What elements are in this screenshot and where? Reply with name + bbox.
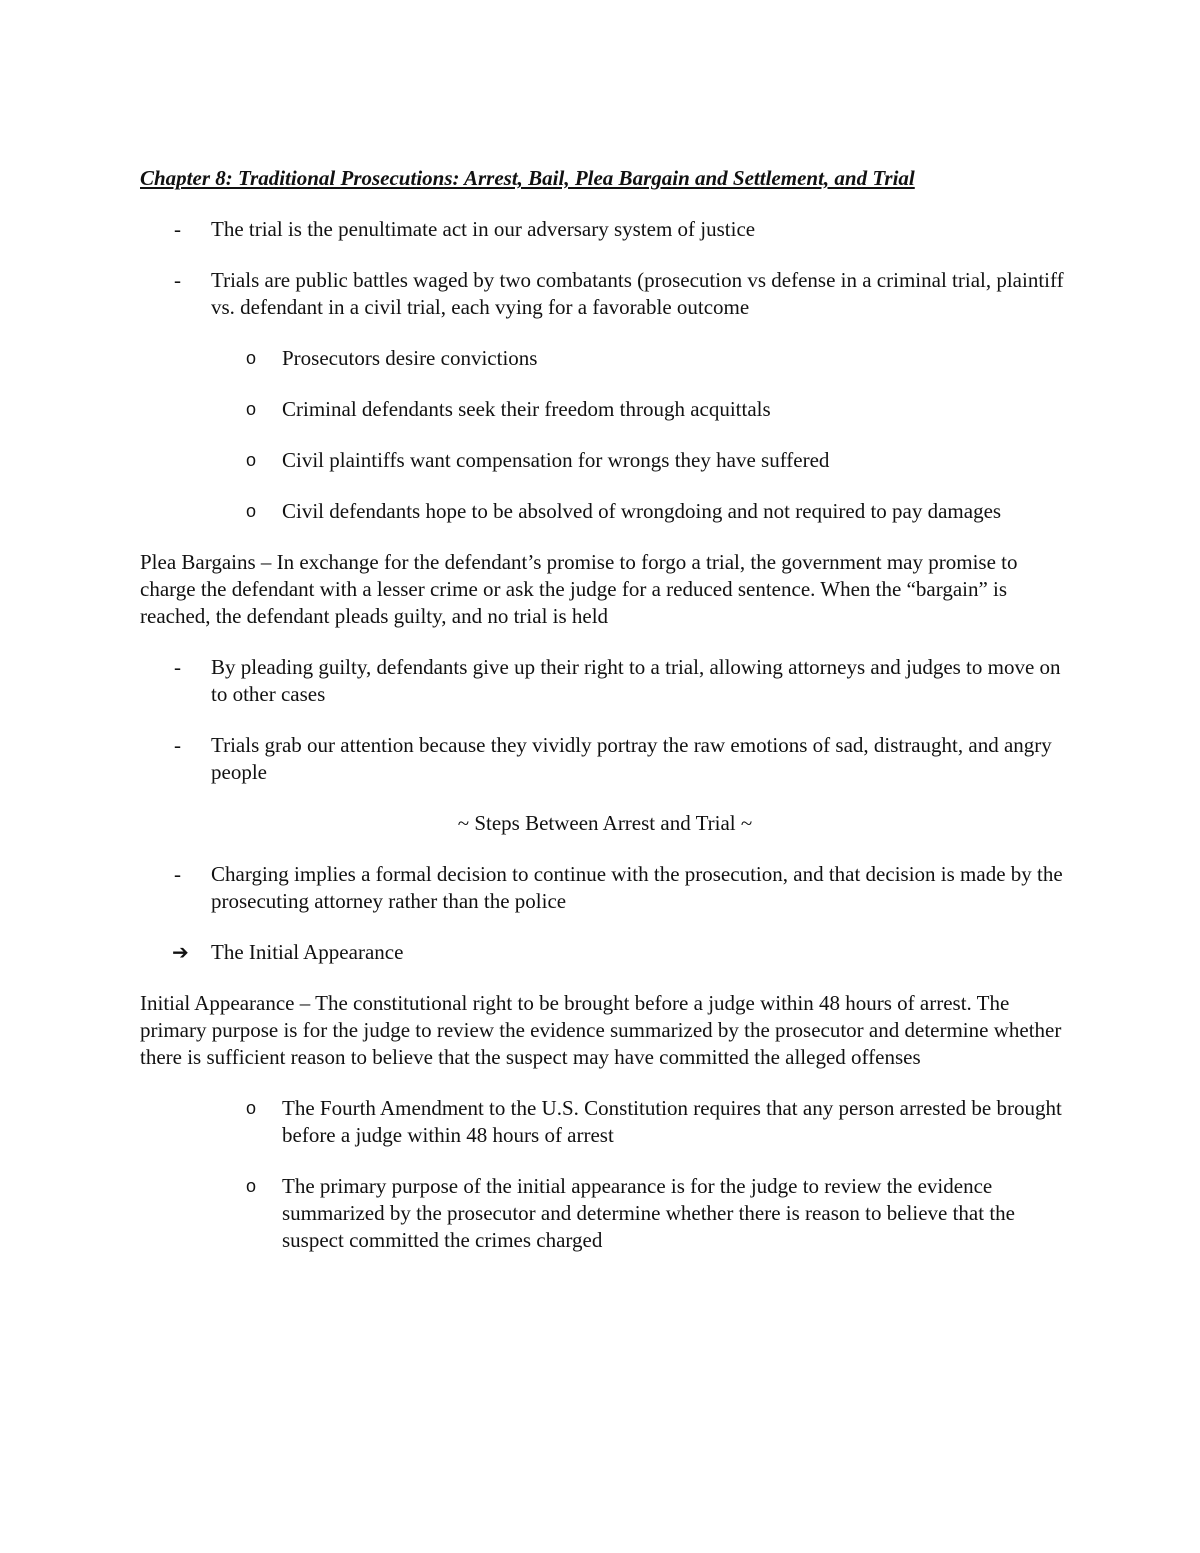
document-page [140,165,1070,1278]
sub-bullet-item [140,396,1070,423]
circle-bullet: o [246,1176,257,1196]
dash-bullet: - [174,217,181,241]
sub-bullet-item [140,1095,1070,1149]
dash-bullet: - [174,862,181,886]
sub-bullet-item [140,345,1070,372]
bullet-item [140,267,1070,321]
bullet-item [140,654,1070,708]
sub-bullet-text: Civil plaintiffs want compensation for wrongs they have suffered [282,448,830,472]
bullet-text: By pleading guilty, defendants give up their right to a trial, allowing attorneys and judges to move on to other cases [211,655,1061,706]
chapter-title: Chapter 8: Traditional Prosecutions: Arrest, Bail, Plea Bargain and Settlement, and Trial [140,166,915,190]
dash-bullet: - [174,655,181,679]
circle-bullet: o [246,399,257,419]
sub-bullet-text: The primary purpose of the initial appearance is for the judge to review the evidence summarized by the prosecutor and determine whether there is reason to believe that the suspect committed the crimes charged [282,1174,1015,1252]
dash-bullet: - [174,733,181,757]
sub-bullet-item [140,447,1070,474]
circle-bullet: o [246,1098,257,1118]
steps-heading: ~ Steps Between Arrest and Trial ~ [457,811,753,835]
arrow-item [140,939,1070,966]
dash-bullet: - [174,268,181,292]
sub-bullet-text: Civil defendants hope to be absolved of wrongdoing and not required to pay damages [282,499,1002,523]
bullet-text: The trial is the penultimate act in our adversary system of justice [211,217,756,241]
sub-bullet-text: The Fourth Amendment to the U.S. Constitution requires that any person arrested be brought before a judge within 48 hours of arrest [282,1096,1062,1147]
bullet-text: Trials are public battles waged by two combatants (prosecution vs defense in a criminal trial, plaintiff vs. defendant in a civil trial, each vying for a favorable outcome [211,268,1064,319]
arrow-right-icon: ➔ [172,940,189,964]
sub-bullet-text: Prosecutors desire convictions [282,346,538,370]
circle-bullet: o [246,348,257,368]
sub-bullet-text: Criminal defendants seek their freedom through acquittals [282,397,771,421]
bullet-item [140,732,1070,786]
bullet-item [140,861,1070,915]
initial-appearance-paragraph: Initial Appearance – The constitutional right to be brought before a judge within 48 hours of arrest. The primary purpose is for the judge to review the evidence summarized by the prosecutor and determine whether there is sufficient reason to believe that the suspect may have committed the alleged offenses [140,991,1062,1069]
bullet-text: Charging implies a formal decision to continue with the prosecution, and that decision is made by the prosecuting attorney rather than the police [211,862,1063,913]
sub-bullet-item [140,498,1070,525]
plea-bargains-paragraph: Plea Bargains – In exchange for the defendant’s promise to forgo a trial, the government may promise to charge the defendant with a lesser crime or ask the judge for a reduced sentence. When the “bargain” is reached, the defendant pleads guilty, and no trial is held [140,550,1018,628]
bullet-item [140,216,1070,243]
circle-bullet: o [246,501,257,521]
bullet-text: Trials grab our attention because they vividly portray the raw emotions of sad, distraught, and angry people [211,733,1052,784]
circle-bullet: o [246,450,257,470]
sub-bullet-item [140,1173,1070,1254]
arrow-item-text: The Initial Appearance [211,940,404,964]
